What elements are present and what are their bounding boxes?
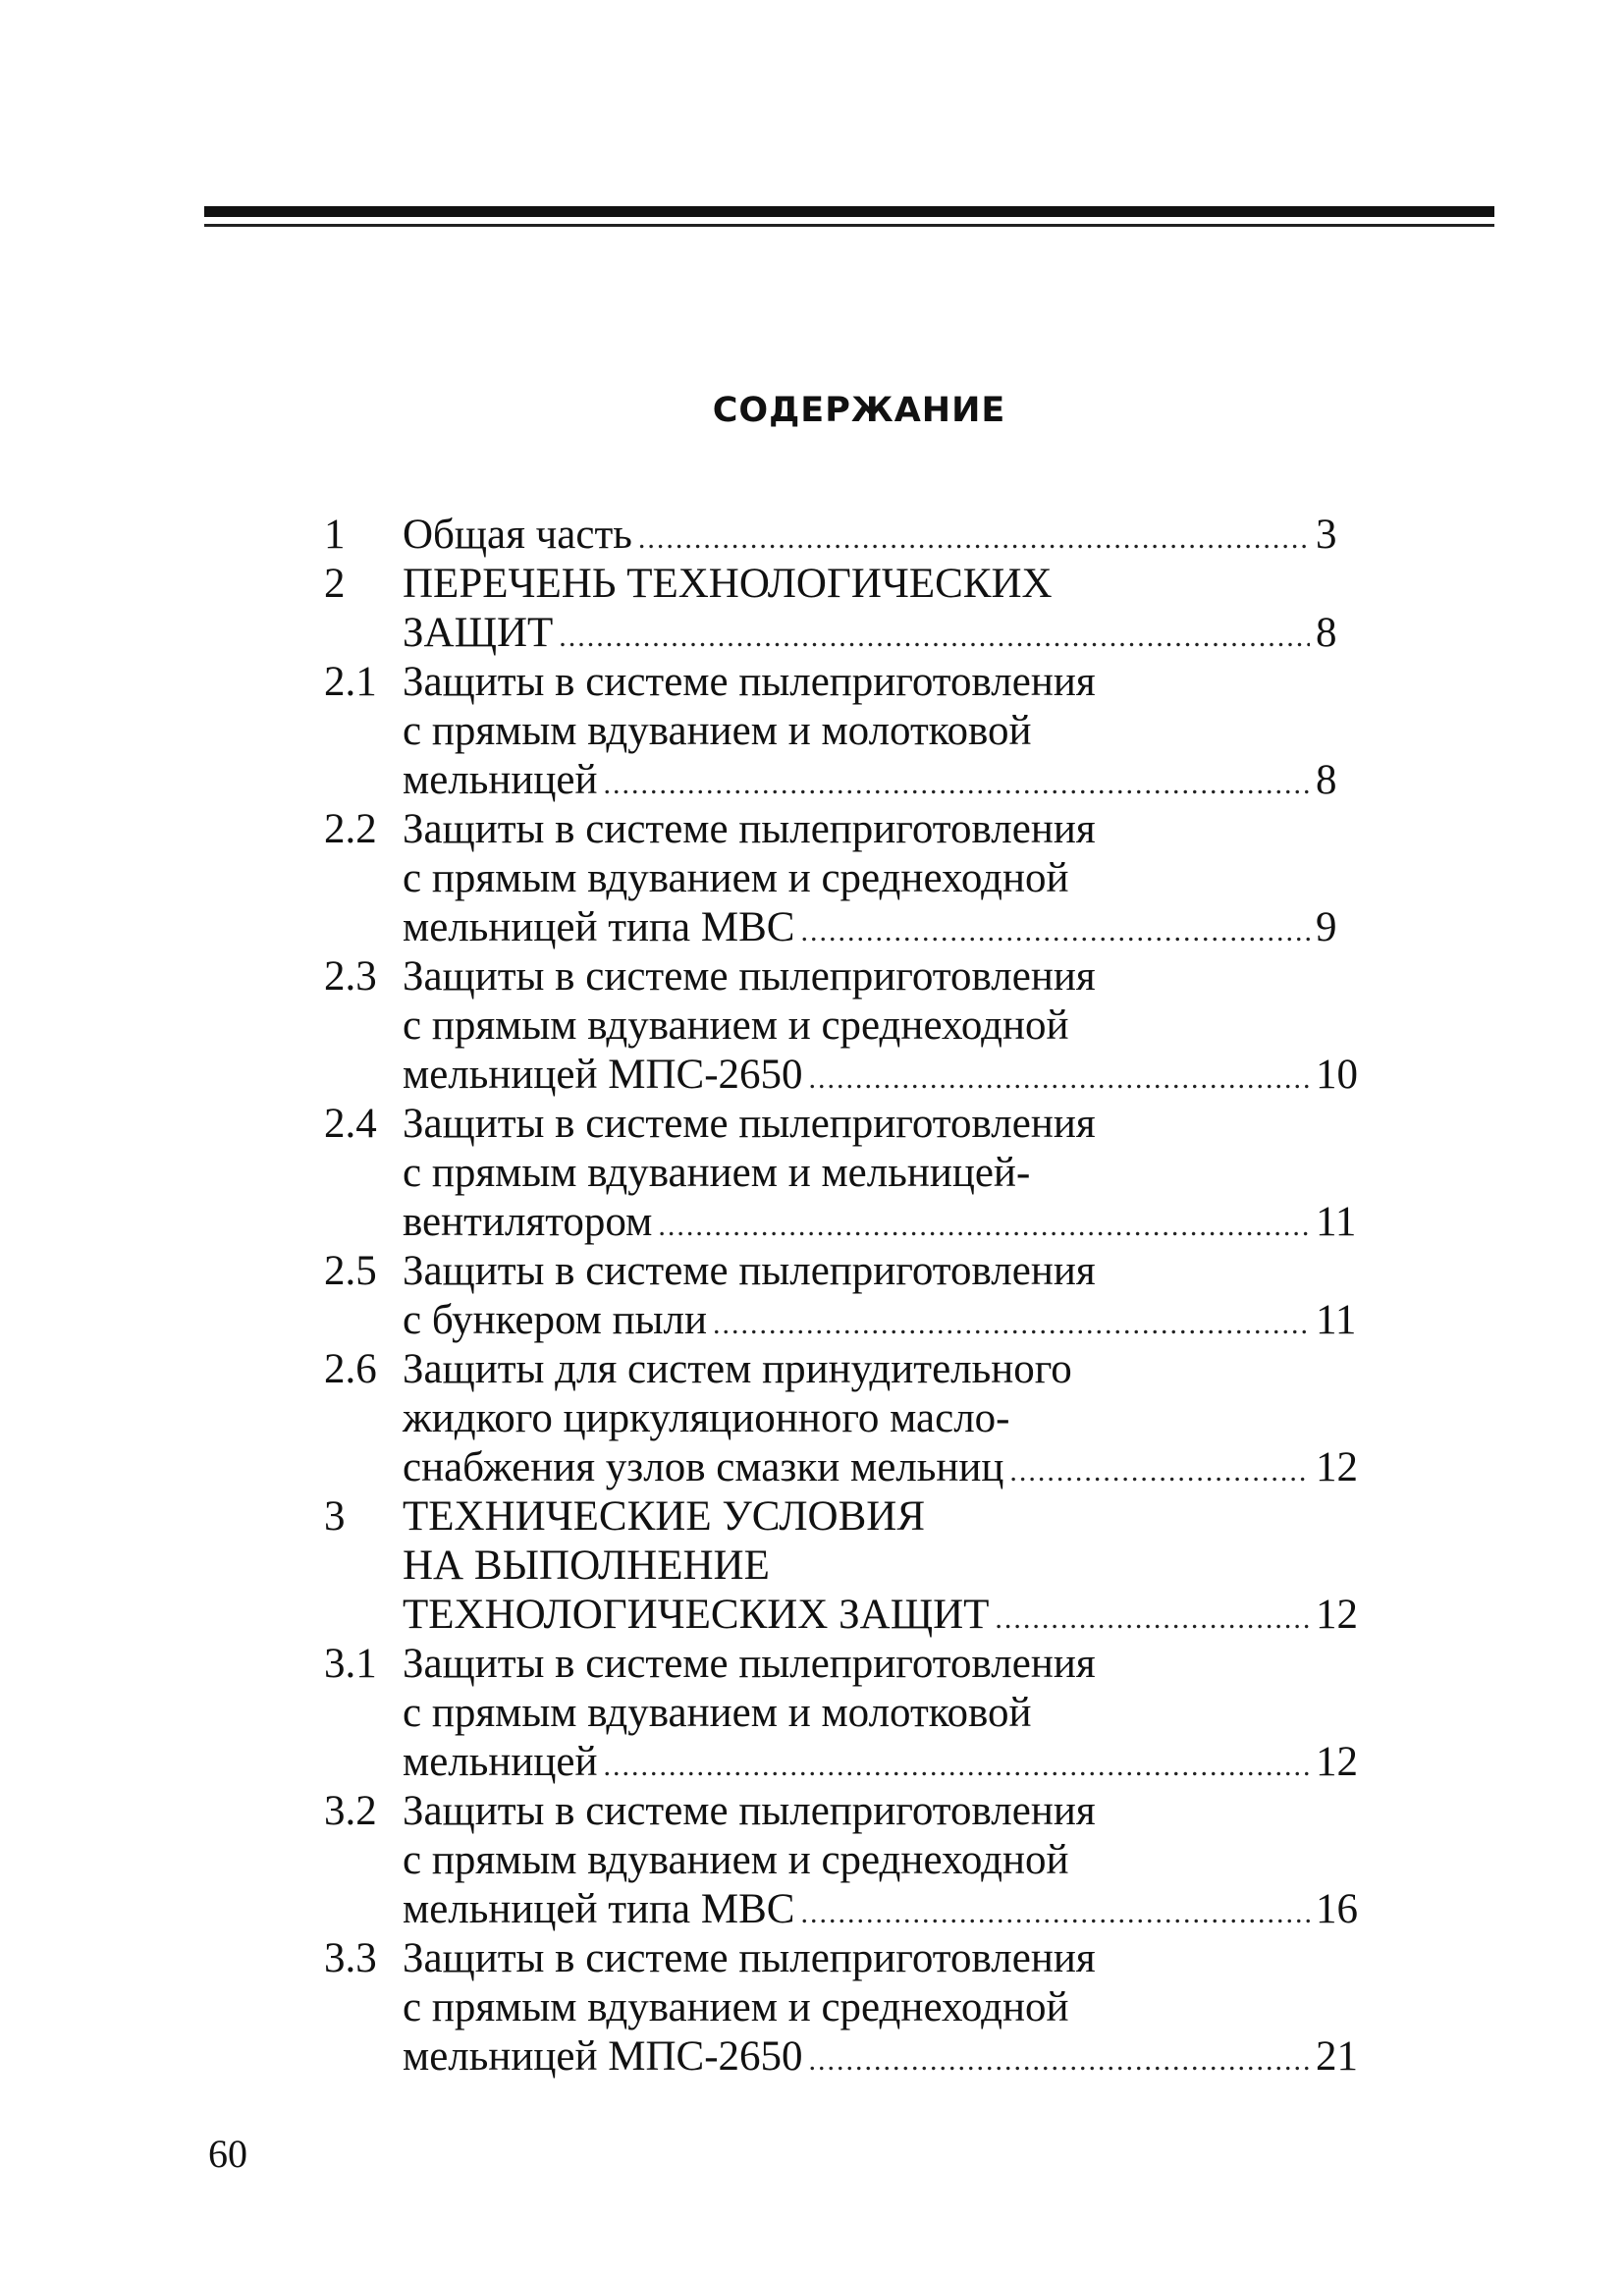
toc-entry-title: Защиты в системе пылеприготовления [403, 1935, 1096, 1981]
toc-entry-title: Защиты в системе пылеприготовления [403, 1641, 1096, 1687]
toc-leader-dots [559, 613, 1310, 662]
toc-entry-line [324, 952, 1365, 1001]
toc-leader-dots [995, 1595, 1310, 1644]
page-title: СОДЕРЖАНИЕ [712, 391, 1006, 430]
toc-entry-title: Защиты в системе пылеприготовления [403, 953, 1096, 1000]
toc-entry-title: с бункером пыли [403, 1297, 708, 1343]
toc-page-number: 9 [1316, 904, 1337, 950]
toc-entry-line [324, 854, 1365, 903]
toc-entry-title: с прямым вдуванием и среднеходной [403, 855, 1069, 901]
toc-page-number: 3 [1316, 512, 1337, 558]
toc-page-number: 12 [1316, 1444, 1358, 1490]
toc-entry-line [324, 1198, 1365, 1247]
toc-entry-title: Защиты в системе пылеприготовления [403, 806, 1096, 852]
toc-entry [324, 1492, 1365, 1640]
toc-entry-line [324, 1934, 1365, 1983]
toc-leader-dots [638, 514, 1310, 564]
toc-entry [324, 658, 1365, 805]
toc-page-number: 11 [1316, 1199, 1357, 1245]
toc-entry-title: ТЕХНОЛОГИЧЕСКИХ ЗАЩИТ [403, 1592, 990, 1638]
toc-entry-line [324, 1983, 1365, 2032]
toc-entry-title: с прямым вдуванием и среднеходной [403, 1837, 1069, 1883]
toc-entry-title: с прямым вдуванием и мельницей- [403, 1150, 1031, 1196]
toc-leader-dots [713, 1300, 1310, 1349]
toc-entry [324, 1640, 1365, 1787]
toc-entry-line [324, 1296, 1365, 1345]
toc-entry-line [324, 1738, 1365, 1787]
toc-leader-dots [1009, 1447, 1310, 1496]
toc-page-number: 10 [1316, 1052, 1358, 1098]
toc-entry [324, 805, 1365, 952]
toc-entry-title: ПЕРЕЧЕНЬ ТЕХНОЛОГИЧЕСКИХ [403, 561, 1053, 607]
toc-entry-title: мельницей типа МВС [403, 904, 795, 950]
toc-entry-number: 2.3 [324, 953, 377, 1000]
toc-leader-dots [809, 2036, 1310, 2085]
toc-entry-line [324, 1247, 1365, 1296]
toc-entry-title: НА ВЫПОЛНЕНИЕ [403, 1542, 770, 1589]
toc-page-number: 12 [1316, 1592, 1358, 1638]
toc-entry-title: ТЕХНИЧЕСКИЕ УСЛОВИЯ [403, 1493, 926, 1540]
toc-entry [324, 560, 1365, 658]
toc-entry-line [324, 903, 1365, 952]
toc-entry-title: мельницей МПС-2650 [403, 1052, 803, 1098]
toc-entry-title: Защиты в системе пылеприготовления [403, 1101, 1096, 1147]
toc-entry-line [324, 658, 1365, 707]
toc-entry-line [324, 1443, 1365, 1492]
toc-entry-line [324, 1100, 1365, 1149]
toc-entry-title: жидкого циркуляционного масло- [403, 1395, 1010, 1441]
toc-page-number: 16 [1316, 1886, 1358, 1932]
toc-entry-line [324, 1689, 1365, 1738]
toc-entry-title: с прямым вдуванием и молотковой [403, 1690, 1032, 1736]
toc-entry-number: 2.6 [324, 1346, 377, 1392]
toc-entry-title: вентилятором [403, 1199, 653, 1245]
toc-entry [324, 1100, 1365, 1247]
toc-entry-number: 2.1 [324, 659, 377, 705]
toc-entry-title: мельницей типа МВС [403, 1886, 795, 1932]
toc-entry-number: 3 [324, 1493, 346, 1540]
toc-entry-title: с прямым вдуванием и среднеходной [403, 1002, 1069, 1049]
toc-leader-dots [801, 907, 1311, 956]
toc-entry-number: 2 [324, 561, 346, 607]
toc-entry-line [324, 805, 1365, 854]
toc-entry-line [324, 1394, 1365, 1443]
toc-entry-line [324, 560, 1365, 609]
toc-entry-line [324, 707, 1365, 756]
toc-entry-number: 1 [324, 512, 346, 558]
toc-leader-dots [801, 1889, 1311, 1938]
toc-entry-title: мельницей [403, 1739, 598, 1785]
toc-entry-title: с прямым вдуванием и среднеходной [403, 1984, 1069, 2030]
toc-leader-dots [658, 1202, 1310, 1251]
toc-entry-line [324, 1001, 1365, 1051]
toc-entry-title: Защиты в системе пылеприготовления [403, 659, 1096, 705]
toc-page-number: 8 [1316, 610, 1337, 656]
toc-leader-dots [604, 760, 1311, 809]
toc-page-number: 11 [1316, 1297, 1357, 1343]
toc-entry-line [324, 1640, 1365, 1689]
toc-entry-line [324, 511, 1365, 560]
toc-entry-line [324, 1492, 1365, 1542]
toc-entry [324, 1345, 1365, 1492]
toc-leader-dots [604, 1742, 1311, 1791]
toc-entry [324, 1934, 1365, 2082]
toc-entry-line [324, 1345, 1365, 1394]
toc-entry [324, 952, 1365, 1100]
toc-entry [324, 1247, 1365, 1345]
toc-page-number: 8 [1316, 757, 1337, 803]
toc-entry-title: Общая часть [403, 512, 632, 558]
table-of-contents [324, 511, 1365, 2082]
header-rule-thick [204, 206, 1494, 217]
toc-page-number: 21 [1316, 2033, 1358, 2080]
toc-page-number: 12 [1316, 1739, 1358, 1785]
toc-entry-line [324, 1787, 1365, 1836]
toc-entry-line [324, 1836, 1365, 1885]
toc-entry-number: 3.2 [324, 1788, 377, 1834]
toc-entry-number: 2.5 [324, 1248, 377, 1294]
toc-entry-title: Защиты в системе пылеприготовления [403, 1788, 1096, 1834]
toc-entry-number: 3.1 [324, 1641, 377, 1687]
toc-entry-line [324, 2032, 1365, 2082]
toc-entry-title: Защиты для систем принудительного [403, 1346, 1072, 1392]
toc-entry-line [324, 1149, 1365, 1198]
toc-entry-title: мельницей [403, 757, 598, 803]
toc-entry-title: с прямым вдуванием и молотковой [403, 708, 1032, 754]
toc-entry-line [324, 609, 1365, 658]
toc-entry [324, 511, 1365, 560]
toc-entry-number: 2.2 [324, 806, 377, 852]
toc-entry-number: 3.3 [324, 1935, 377, 1981]
toc-entry-line [324, 1542, 1365, 1591]
toc-entry-number: 2.4 [324, 1101, 377, 1147]
toc-entry-line [324, 1885, 1365, 1934]
toc-entry-line [324, 1051, 1365, 1100]
toc-entry-title: мельницей МПС-2650 [403, 2033, 803, 2080]
toc-leader-dots [809, 1055, 1310, 1104]
page-number: 60 [208, 2132, 247, 2176]
toc-entry [324, 1787, 1365, 1934]
toc-entry-title: снабжения узлов смазки мельниц [403, 1444, 1004, 1490]
header-rule-thin [204, 224, 1494, 227]
toc-entry-line [324, 756, 1365, 805]
toc-entry-title: Защиты в системе пылеприготовления [403, 1248, 1096, 1294]
toc-entry-title: ЗАЩИТ [403, 610, 554, 656]
toc-entry-line [324, 1591, 1365, 1640]
